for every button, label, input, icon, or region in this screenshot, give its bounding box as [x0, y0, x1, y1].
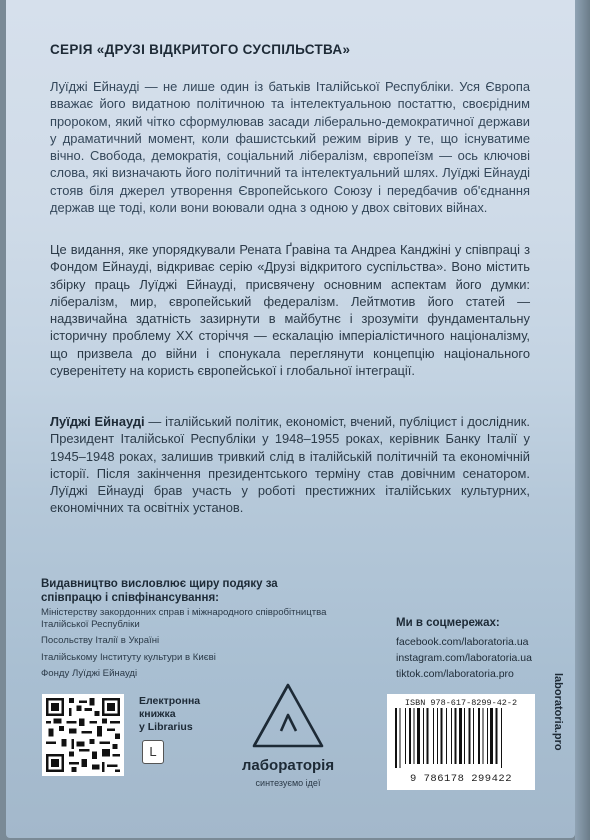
barcode-bar: [405, 708, 406, 764]
barcode-bar: [414, 708, 415, 764]
barcode-bar: [464, 708, 465, 764]
barcode-bars: [393, 708, 529, 768]
author-paragraph: [50, 413, 530, 517]
thanks-item: Посольству Італії в Україні: [41, 635, 160, 647]
publisher-tagline: синтезуємо ідеї: [255, 778, 321, 788]
barcode-bar: [469, 708, 471, 764]
barcode-bar: [417, 708, 420, 764]
barcode-bar: [400, 708, 401, 768]
barcode-bar: [490, 708, 493, 764]
barcode-bar: [395, 708, 397, 768]
social-links: [396, 634, 532, 682]
barcode-bar: [487, 708, 488, 764]
barcode-bar: [455, 708, 457, 764]
barcode-number: 9 786178 299422: [409, 773, 512, 785]
thanks-item: Фонду Луїджі Ейнауді: [41, 667, 138, 679]
tiktok-link[interactable]: tiktok.com/laboratoria.pro: [396, 668, 514, 680]
instagram-link[interactable]: instagram.com/laboratoria.ua: [396, 652, 532, 664]
barcode-bar: [483, 708, 484, 764]
barcode-bar: [496, 708, 498, 764]
barcode-bar: [409, 708, 411, 764]
intro-paragraph: Луїджі Ейнауді — не лише один із батьків Італійської Республіки. Уся Європа вважає його видатною політичною та інтелектуальною постаттю, своєрідним пророком, який чітко сформулював засади ліберально-демократичної держави у драматичний момент, коли фашистський режим вірив у те, що існуватиме вічно. Свобода, демократія, соціальний лібералізм, європеїзм — ось ключові слова, які визначають його політичний та інтелектуальний шлях. Луїджі Ейнауді стояв біля джерел утворення Європейського Союзу і передбачив об'єднання держав ще тоді, коли вони воювали одна з одною у двох світових війнах.: [50, 79, 530, 216]
librarius-icon: L: [142, 740, 164, 764]
vertical-url-container: [550, 673, 568, 773]
book-back-cover: [6, 0, 575, 838]
facebook-link[interactable]: facebook.com/laboratoria.ua: [396, 636, 529, 648]
barcode-bar: [451, 708, 452, 764]
social-title: Ми в соцмережах:: [396, 617, 500, 629]
thanks-list: [41, 607, 341, 684]
barcode-bar: [427, 708, 429, 764]
laboratoria-logo-icon: [250, 682, 326, 754]
barcode-bar: [441, 708, 443, 764]
barcode-bar: [459, 708, 462, 764]
barcode-bar: [478, 708, 480, 764]
barcode-bar: [446, 708, 447, 764]
barcode-bar: [501, 708, 502, 768]
publisher-url[interactable]: laboratoria.pro: [552, 673, 564, 751]
barcode-bar: [437, 708, 438, 764]
thanks-item: Італійському Інституту культури в Києві: [41, 651, 216, 663]
thanks-item: Міністерству закордонних справ і міжнародного співробітництва Італійської Республіки: [41, 607, 327, 631]
publisher-name: лабораторія: [241, 757, 335, 774]
series-title: СЕРІЯ «ДРУЗІ ВІДКРИТОГО СУСПІЛЬСТВА»: [50, 42, 351, 57]
barcode: [387, 694, 535, 790]
author-bio: — італійський політик, економіст, вчений, публіцист і дослідник. Президент Італійської Республіки у 1948–1955 роках, керівник Банку Італії у 1945–1948 роках, залишив тривкий слід в італійській політичній та економічній історії. Після закінчення президентського терміну став довічним сенатором. Луїджі Ейнауді брав участь у роботі престижних італійських культурних, економічних та освітніх установ.: [50, 414, 530, 516]
edition-paragraph: Це видання, яке упорядкували Рената Ґравіна та Андреа Канджіні у співпраці з Фондом Ейнауді, відкриває серію «Друзі відкритого суспільства». Воно містить збірку праць Луїджі Ейнауді, присвячену основним аспектам його думки: лібералізм, мир, європейський федералізм. Лейтмотив його статей — надзвичайна здатність зазирнути в майбутнє і зрозуміти фундаментальну історичну проблему ХХ сторіччя — ескалацію імперіалістичного націоналізму, що призвела до війни і спонукала переглянути концепцію національного суверенітету на користь європейської і глобальної інтеграції.: [50, 242, 530, 379]
qr-code-icon[interactable]: [42, 694, 124, 776]
barcode-bar: [433, 708, 434, 764]
thanks-title: Видавництво висловлює щиру подяку за співпрацю і співфінансування:: [41, 578, 278, 604]
ebook-label: Електронна книжка у Librarius: [139, 695, 201, 733]
barcode-bar: [473, 708, 474, 764]
author-name: Луїджі Ейнауді: [50, 414, 145, 429]
barcode-bar: [423, 708, 424, 764]
book-spine-edge: [575, 0, 590, 840]
isbn-text: ISBN 978-617-8299-42-2: [404, 698, 518, 708]
